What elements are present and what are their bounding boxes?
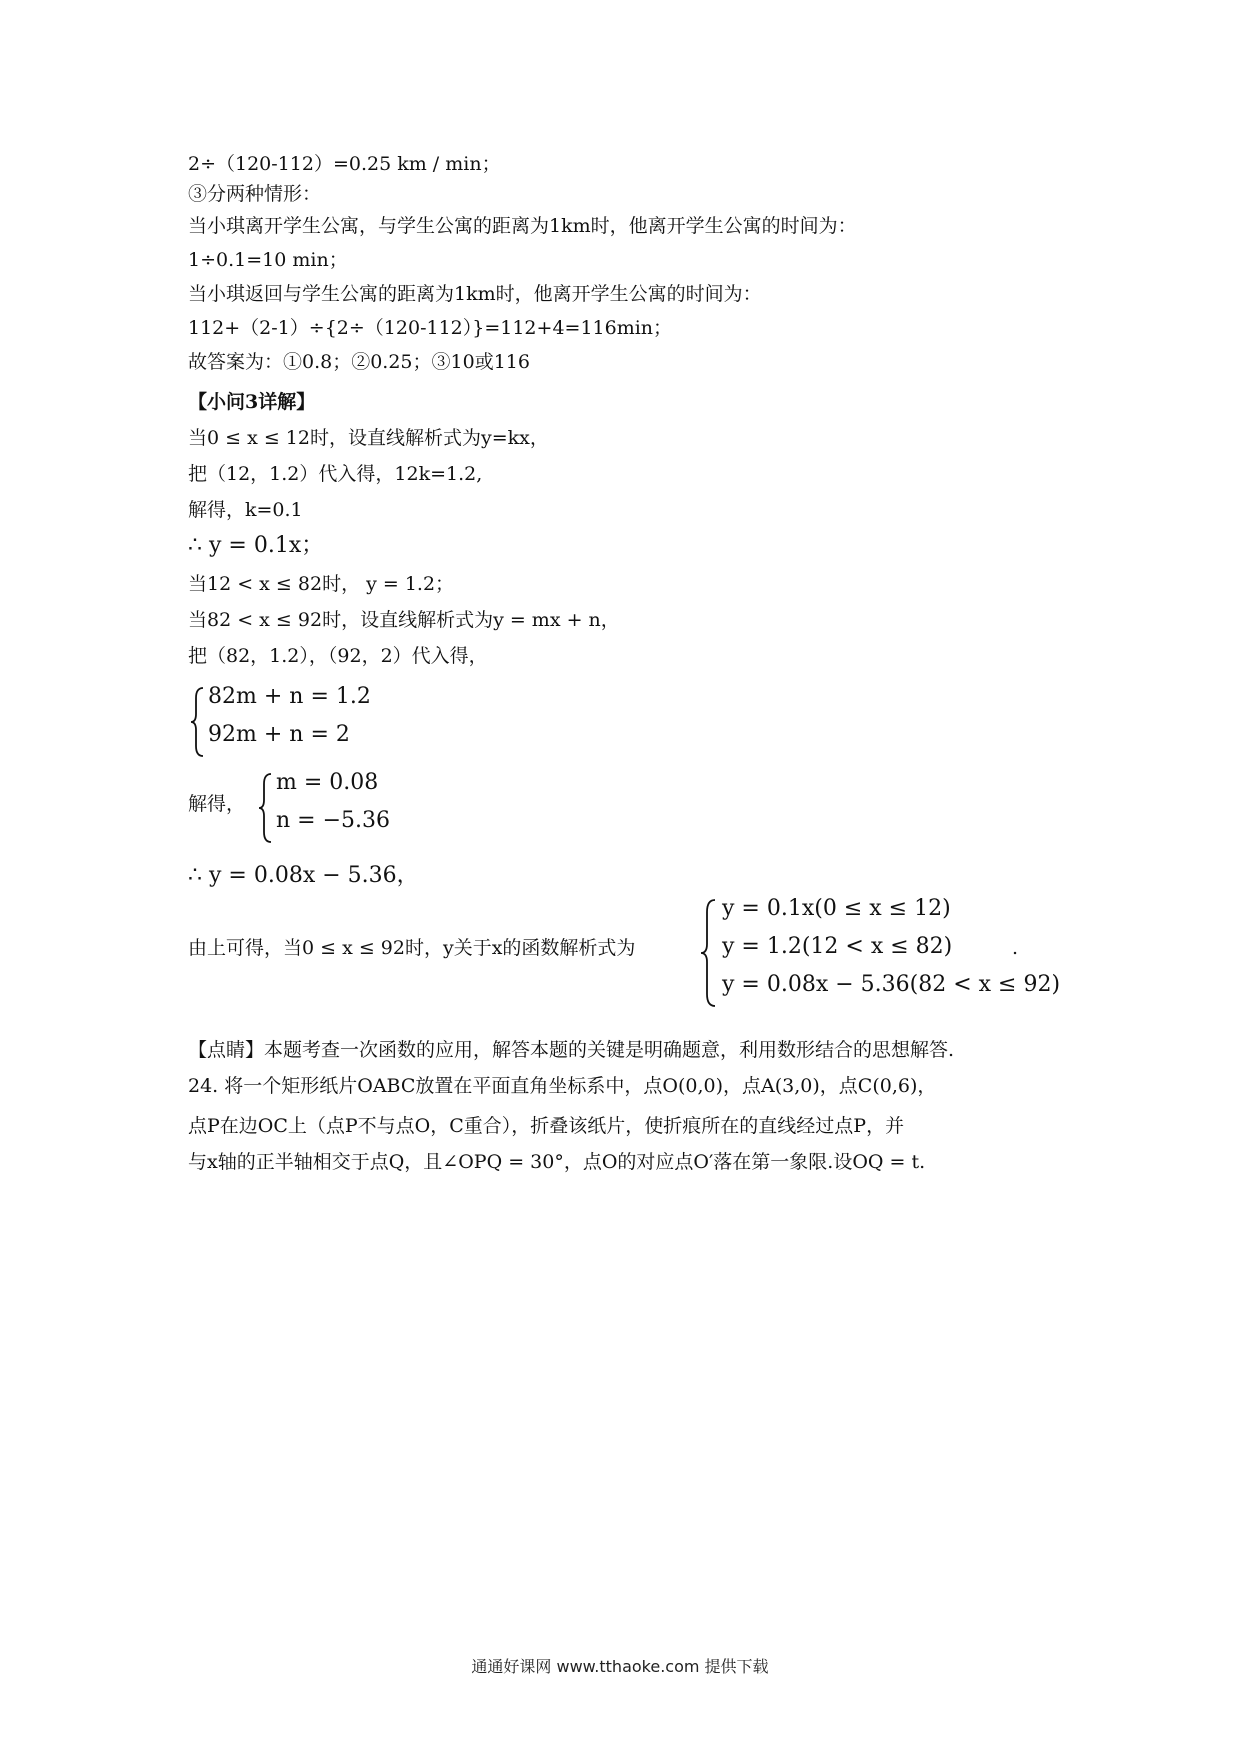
text-line: 当小琪离开学生公寓，与学生公寓的距离为1km时，他离开学生公寓的时间为： bbox=[188, 215, 857, 237]
text-line: . bbox=[1012, 937, 1019, 959]
text-line: 当小琪返回与学生公寓的距离为1km时，他离开学生公寓的时间为： bbox=[188, 283, 762, 305]
text-line: 24. 将一个矩形纸片OABC放置在平面直角坐标系中，点O(0,0)，点A(3,0)，点C(0,6)， bbox=[188, 1075, 937, 1097]
equation-row: 82m + n = 1.2 bbox=[208, 684, 371, 709]
equation-row: y = 1.2(12 < x ≤ 82) bbox=[722, 934, 953, 959]
math-line: ∴ y = 0.08x − 5.36， bbox=[188, 863, 419, 888]
math-line: ∴ y = 0.1x； bbox=[188, 533, 324, 558]
text-line: 把（12，1.2）代入得，12k=1.2, bbox=[188, 463, 483, 485]
equation-row: y = 0.1x(0 ≤ x ≤ 12) bbox=[722, 896, 951, 921]
piecewise-system bbox=[700, 896, 1061, 1012]
text-line: 当0 ≤ x ≤ 12时，设直线解析式为y=kx， bbox=[188, 427, 549, 449]
text-line: 故答案为：①0.8；②0.25；③10或116 bbox=[188, 351, 530, 373]
text-line: 解得，k=0.1 bbox=[188, 499, 303, 521]
brace-icon bbox=[258, 772, 274, 844]
text-line: 解得， bbox=[188, 793, 246, 815]
brace-icon bbox=[700, 898, 718, 1008]
equation-row: y = 0.08x − 5.36(82 < x ≤ 92) bbox=[722, 972, 1061, 997]
text-line: 2÷（120-112）=0.25 km / min； bbox=[188, 153, 501, 175]
equation-system bbox=[190, 684, 430, 764]
text-line: 当82 < x ≤ 92时，设直线解析式为y = mx + n， bbox=[188, 609, 620, 631]
text-line: 112+（2-1）÷{2÷（120-112）}=112+4=116min； bbox=[188, 317, 673, 339]
solution-system bbox=[258, 770, 458, 850]
text-line: 点P在边OC上（点P不与点O，C重合），折叠该纸片，使折痕所在的直线经过点P，并 bbox=[188, 1115, 905, 1137]
text-line: 把（82，1.2），（92，2）代入得， bbox=[188, 645, 488, 667]
text-line: 【点睛】本题考查一次函数的应用，解答本题的关键是明确题意，利用数形结合的思想解答. bbox=[188, 1039, 955, 1061]
equation-row: n = −5.36 bbox=[276, 808, 391, 833]
text-line: ③分两种情形： bbox=[188, 183, 322, 205]
brace-icon bbox=[190, 686, 206, 758]
section-heading: 【小问3详解】 bbox=[188, 391, 316, 413]
text-line: 由上可得，当0 ≤ x ≤ 92时，y关于x的函数解析式为 bbox=[188, 937, 636, 959]
text-line: 1÷0.1=10 min； bbox=[188, 249, 348, 271]
page-footer: 通通好课网 www.tthaoke.com 提供下载 bbox=[471, 1657, 769, 1676]
text-line: 与x轴的正半轴相交于点Q，且∠OPQ = 30°，点O的对应点O′落在第一象限.设OQ = t. bbox=[188, 1151, 926, 1173]
equation-row: 92m + n = 2 bbox=[208, 722, 350, 747]
equation-row: m = 0.08 bbox=[276, 770, 379, 795]
text-line: 当12 < x ≤ 82时， y = 1.2； bbox=[188, 573, 455, 595]
